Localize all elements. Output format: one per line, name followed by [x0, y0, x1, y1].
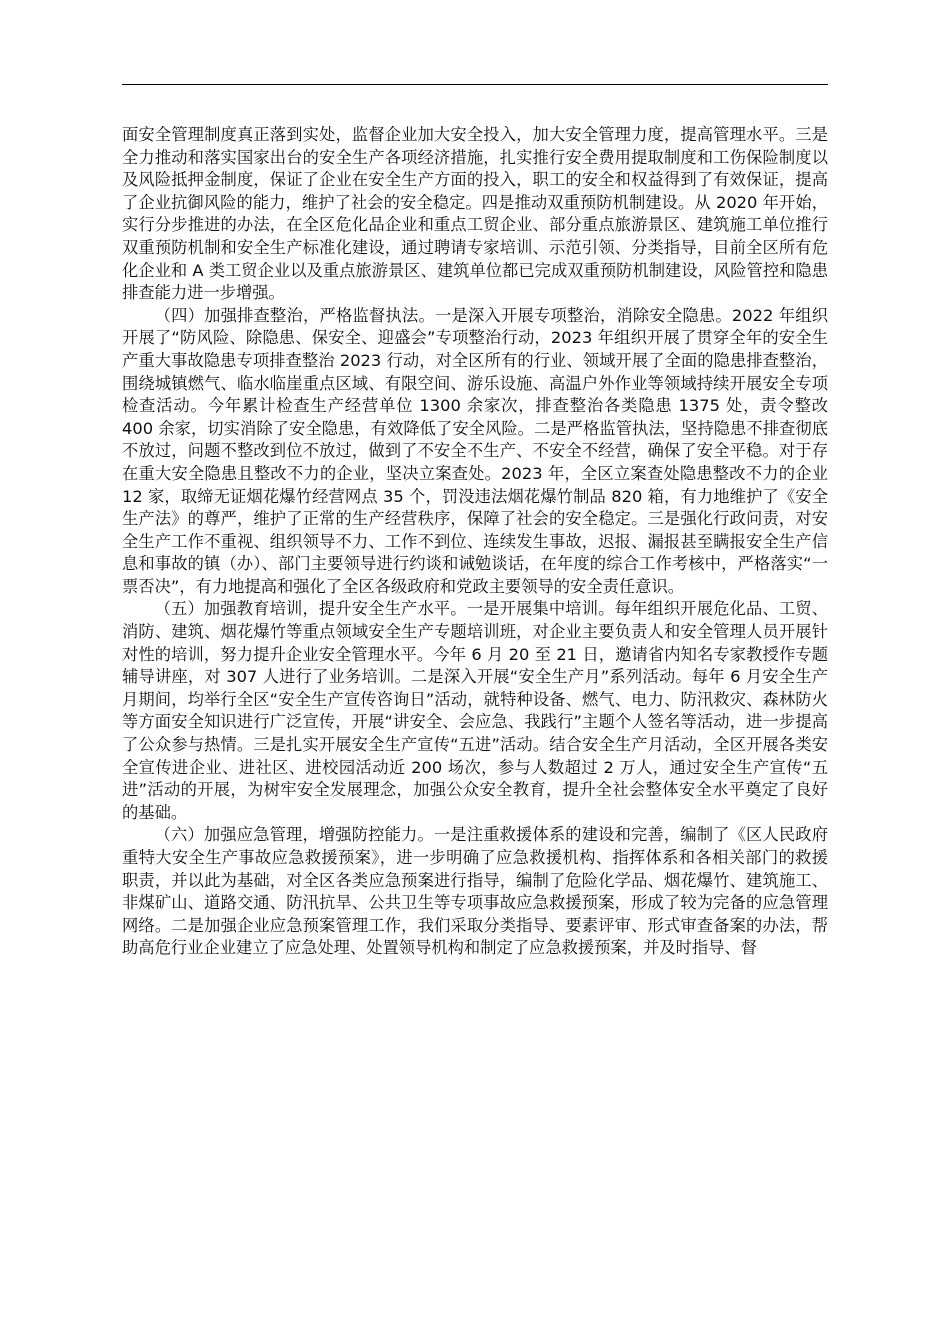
- paragraph-section-4: （四）加强排查整治，严格监督执法。一是深入开展专项整治，消除安全隐患。2022 年组织开展了“防风险、除隐患、保安全、迎盛会”专项整治行动，2023 年组织开展了贯穿全年的安全生产重大事故隐患专项排查整治 2023 行动，对全区所有的行业、领域开展了全面的隐患排查整治，围绕城镇燃气、临水临崖重点区域、有限空间、游乐设施、高温户外作业等领域持续开展安全专项检查活动。今年累计检查生产经营单位 1300 余家次，排查整治各类隐患 1375 处，责令整改 400 余家，切实消除了安全隐患，有效降低了安全风险。二是严格监管执法，坚持隐患不排查彻底不放过，问题不整改到位不放过，做到了不安全不生产、不安全不经营，确保了安全平稳。对于存在重大安全隐患且整改不力的企业，坚决立案查处。2023 年，全区立案查处隐患整改不力的企业 12 家，取缔无证烟花爆竹经营网点 35 个，罚没违法烟花爆竹制品 820 箱，有力地维护了《安全生产法》的尊严，维护了正常的生产经营秩序，保障了社会的安全稳定。三是强化行政问责，对安全生产工作不重视、组织领导不力、工作不到位、连续发生事故，迟报、漏报甚至瞒报安全生产信息和事故的镇（办）、部门主要领导进行约谈和诫勉谈话，在年度的综合工作考核中，严格落实“一票否决”，有力地提高和强化了全区各级政府和党政主要领导的安全责任意识。: [122, 305, 828, 596]
- paragraph-section-6: （六）加强应急管理，增强防控能力。一是注重救援体系的建设和完善，编制了《区人民政府重特大安全生产事故应急救援预案》，进一步明确了应急救援机构、指挥体系和各相关部门的救援职责，并以此为基础，对全区各类应急预案进行指导，编制了危险化学品、烟花爆竹、建筑施工、非煤矿山、道路交通、防汛抗旱、公共卫生等专项事故应急救援预案，形成了较为完备的应急管理网络。二是加强企业应急预案管理工作，我们采取分类指导、要素评审、形式审查备案的办法，帮助高危行业企业建立了应急处理、处置领导机构和制定了应急救援预案，并及时指导、督: [122, 825, 828, 958]
- paragraph-continued: 面安全管理制度真正落到实处，监督企业加大安全投入，加大安全管理力度，提高管理水平。三是全力推动和落实国家出台的安全生产各项经济措施，扎实推行安全费用提取制度和工伤保险制度以及风险抵押金制度，保证了企业在安全生产方面的投入，职工的安全和权益得到了有效保证，提高了企业抗御风险的能力，维护了社会的安全稳定。四是推动双重预防机制建设。从 2020 年开始，实行分步推进的办法，在全区危化品企业和重点工贸企业、部分重点旅游景区、建筑施工单位推行双重预防机制和安全生产标准化建设，通过聘请专家培训、示范引领、分类指导，目前全区所有危化企业和 A 类工贸企业以及重点旅游景区、建筑单位都已完成双重预防机制建设，风险管控和隐患排查能力进一步增强。: [122, 125, 828, 303]
- header-rule: [122, 84, 828, 85]
- paragraph-section-5: （五）加强教育培训，提升安全生产水平。一是开展集中培训。每年组织开展危化品、工贸、消防、建筑、烟花爆竹等重点领域安全生产专题培训班，对企业主要负责人和安全管理人员开展针对性的培训，努力提升企业安全管理水平。今年 6 月 20 至 21 日，邀请省内知名专家教授作专题辅导讲座，对 307 人进行了业务培训。二是深入开展“安全生产月”系列活动。每年 6 月安全生产月期间，均举行全区“安全生产宣传咨询日”活动，就特种设备、燃气、电力、防汛救灾、森林防火等方面安全知识进行广泛宣传，开展“讲安全、会应急、我践行”主题个人签名等活动，进一步提高了公众参与热情。三是扎实开展安全生产宣传“五进”活动。结合安全生产月活动，全区开展各类安全宣传进企业、进社区、进校园活动近 200 场次，参与人数超过 2 万人，通过安全生产宣传“五进”活动的开展，为树牢安全发展理念，加强公众安全教育，提升全社会整体安全水平奠定了良好的基础。: [122, 599, 828, 822]
- document-body: [122, 124, 828, 960]
